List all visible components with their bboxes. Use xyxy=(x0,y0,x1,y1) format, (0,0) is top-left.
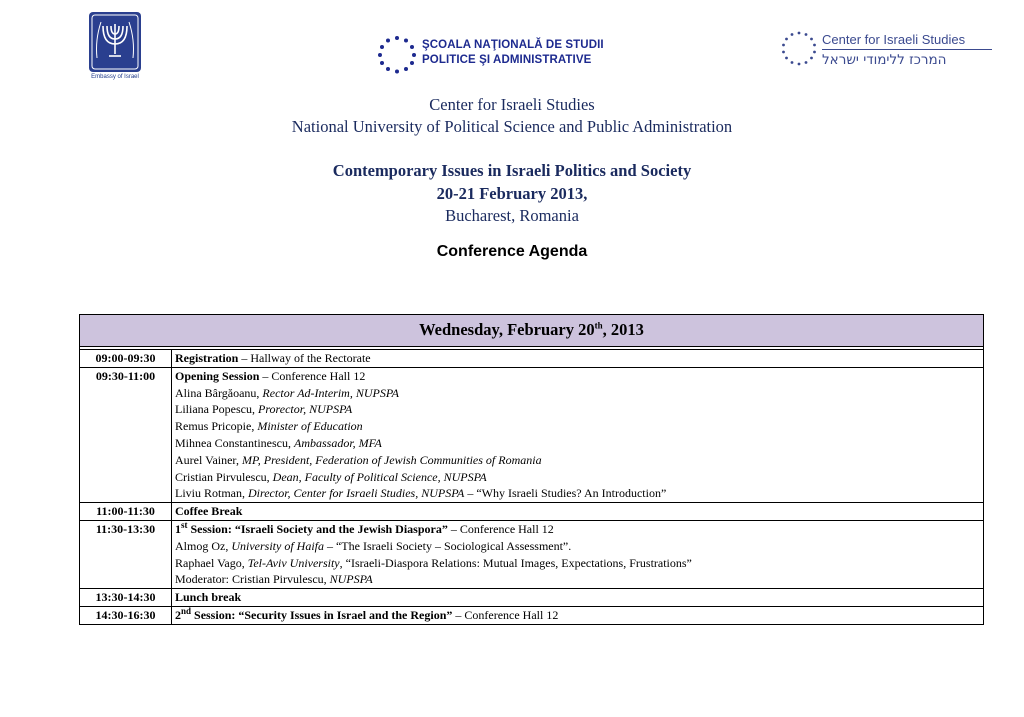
speaker-line: Raphael Vago, Tel-Aviv University, “Israeli-Diaspora Relations: Mutual Images, Expectations, Frustrations” xyxy=(175,555,692,570)
speaker-line: Moderator: Cristian Pirvulescu, NUPSPA xyxy=(175,572,373,587)
center-israeli-studies-logo xyxy=(778,28,998,76)
speaker-line: Alina Bârgăoanu, Rector Ad-Interim, NUPSPA xyxy=(175,385,399,400)
table-row xyxy=(80,367,984,502)
session-cell: 2nd Session: “Security Issues in Israel and the Region” – Conference Hall 12 xyxy=(172,606,984,624)
day-header: Wednesday, February 20th, 2013 xyxy=(80,315,984,347)
cis-hebrew-name: המרכז ללימודי ישראל xyxy=(822,52,947,68)
table-row xyxy=(80,350,984,368)
conference-location: Bucharest, Romania xyxy=(445,206,579,225)
session-cell: 1st Session: “Israeli Society and the Jewish Diaspora” – Conference Hall 12 Almog Oz, University of Haifa – “The Israeli Society – Sociological Assessment”. Raphael Vago, Tel-Aviv University, “Israeli-Diaspora Relations: Mutual Images, Expectations, Frustrations” Moderator: Cristian Pirvulescu, NUPSPA xyxy=(172,520,984,588)
time-cell: 14:30-16:30 xyxy=(80,606,172,624)
cis-english-name: Center for Israeli Studies xyxy=(822,32,966,47)
time-cell: 09:30-11:00 xyxy=(80,367,172,502)
speaker-line: Liviu Rotman, Director, Center for Israeli Studies, NUPSPA – “Why Israeli Studies? An Introduction” xyxy=(175,486,667,501)
agenda-table xyxy=(79,314,984,625)
table-row xyxy=(80,503,984,521)
conference-heading xyxy=(0,160,1024,205)
speaker-line: Almog Oz, University of Haifa – “The Israeli Society – Sociological Assessment”. xyxy=(175,538,572,553)
speaker-line: Mihnea Constantinescu, Ambassador, MFA xyxy=(175,435,382,450)
speaker-line: Liliana Popescu, Prorector, NUPSPA xyxy=(175,402,353,417)
organizer-heading xyxy=(0,94,1024,138)
org-line1: Center for Israeli Studies xyxy=(429,95,595,114)
time-cell: 11:30-13:30 xyxy=(80,520,172,588)
time-cell: 09:00-09:30 xyxy=(80,350,172,368)
embassy-caption: Embassy of Israel xyxy=(91,74,139,80)
snspa-line2: POLITICE ŞI ADMINISTRATIVE xyxy=(422,54,592,66)
dotted-circle-icon xyxy=(778,28,820,70)
conference-title: Contemporary Issues in Israeli Politics and Society xyxy=(332,161,692,180)
speaker-line: Remus Pricopie, Minister of Education xyxy=(175,419,363,434)
session-cell: Opening Session – Conference Hall 12 Alina Bârgăoanu, Rector Ad-Interim, NUPSPA Liliana Popescu, Prorector, NUPSPA Remus Pricopie, Minister of Education Mihnea Constantinescu, Ambassador, MFA Aurel Vainer, MP, President, Federation of Jewish Communities of Romania Cristian Pirvulescu, Dean, Faculty of Political Science, NUPSPA Liviu Rotman, Director, Center for Israeli Studies, NUPSPA – “Why Israeli Studies? An Introduction” xyxy=(172,367,984,502)
day-header-row xyxy=(80,315,984,347)
snspa-line1: ŞCOALA NAŢIONALĂ DE STUDII xyxy=(422,39,604,51)
org-line2: National University of Political Science and Public Administration xyxy=(291,117,733,136)
conference-dates: 20-21 February 2013, xyxy=(436,183,588,203)
session-cell: Lunch break xyxy=(172,589,984,607)
table-row xyxy=(80,520,984,588)
embassy-of-israel-logo xyxy=(85,10,145,85)
speaker-line: Cristian Pirvulescu, Dean, Faculty of Political Science, NUPSPA xyxy=(175,469,487,484)
time-cell: 13:30-14:30 xyxy=(80,589,172,607)
time-cell: 11:00-11:30 xyxy=(80,503,172,521)
session-cell: Coffee Break xyxy=(172,503,984,521)
menorah-emblem-icon xyxy=(85,10,145,74)
speaker-line: Aurel Vainer, MP, President, Federation of Jewish Communities of Romania xyxy=(175,452,542,467)
agenda-title: Conference Agenda xyxy=(436,243,588,260)
cis-divider xyxy=(822,49,992,50)
session-cell: Registration – Hallway of the Rectorate xyxy=(172,350,984,368)
table-row xyxy=(80,589,984,607)
stars-circle-icon xyxy=(376,34,418,74)
snspa-logo xyxy=(376,34,626,74)
table-row xyxy=(80,606,984,624)
